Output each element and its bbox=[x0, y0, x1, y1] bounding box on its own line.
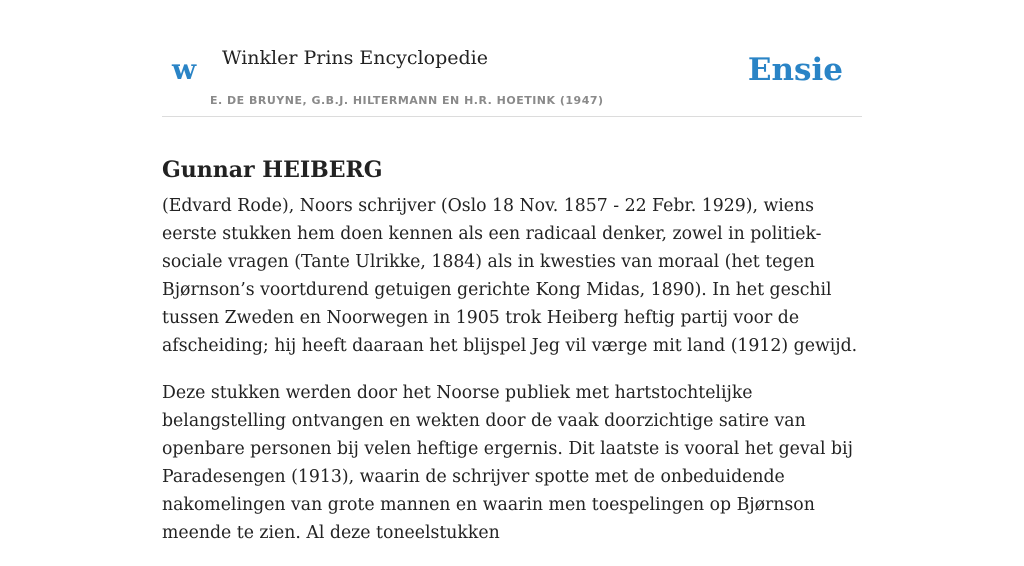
encyclopedia-title[interactable]: Winkler Prins Encyclopedie bbox=[222, 47, 488, 69]
article-paragraph: Deze stukken werden door het Noorse publiek met hartstochtelijke belangstelling ontvangen en wekten door de vaak doorzichtige satire van openbare personen bij velen heftige ergernis. Dit laatste is vooral het geval bij Paradesengen (1913), waarin de schrijver spotte met de onbeduidende nakomelingen van grote mannen en waarin men toespelingen op Bjørnson meende te zien. Al deze toneelstukken bbox=[162, 383, 853, 543]
article-title: Gunnar HEIBERG bbox=[162, 156, 383, 183]
ensie-logo[interactable]: Ensie bbox=[747, 52, 843, 88]
authors-line: E. DE BRUYNE, G.B.J. HILTERMANN EN H.R. HOETINK (1947) bbox=[210, 94, 604, 107]
article-paragraph: (Edvard Rode), Noors schrijver (Oslo 18 Nov. 1857 - 22 Febr. 1929), wiens eerste stukken hem doen kennen als een radicaal denker, zowel in politiek-sociale vragen (Tante Ulrikke, 1884) als in kwesties van moraal (het tegen Bjørnson’s voortdurend getuigen gerichte Kong Midas, 1890). In het geschil tussen Zweden en Noorwegen in 1905 trok Heiberg heftig partij voor de afscheiding; hij heeft daaraan het blijspel Jeg vil værge mit land (1912) gewijd. bbox=[162, 196, 858, 356]
publisher-logo[interactable]: w bbox=[172, 53, 197, 86]
header bbox=[162, 0, 862, 117]
article-body bbox=[162, 192, 862, 566]
